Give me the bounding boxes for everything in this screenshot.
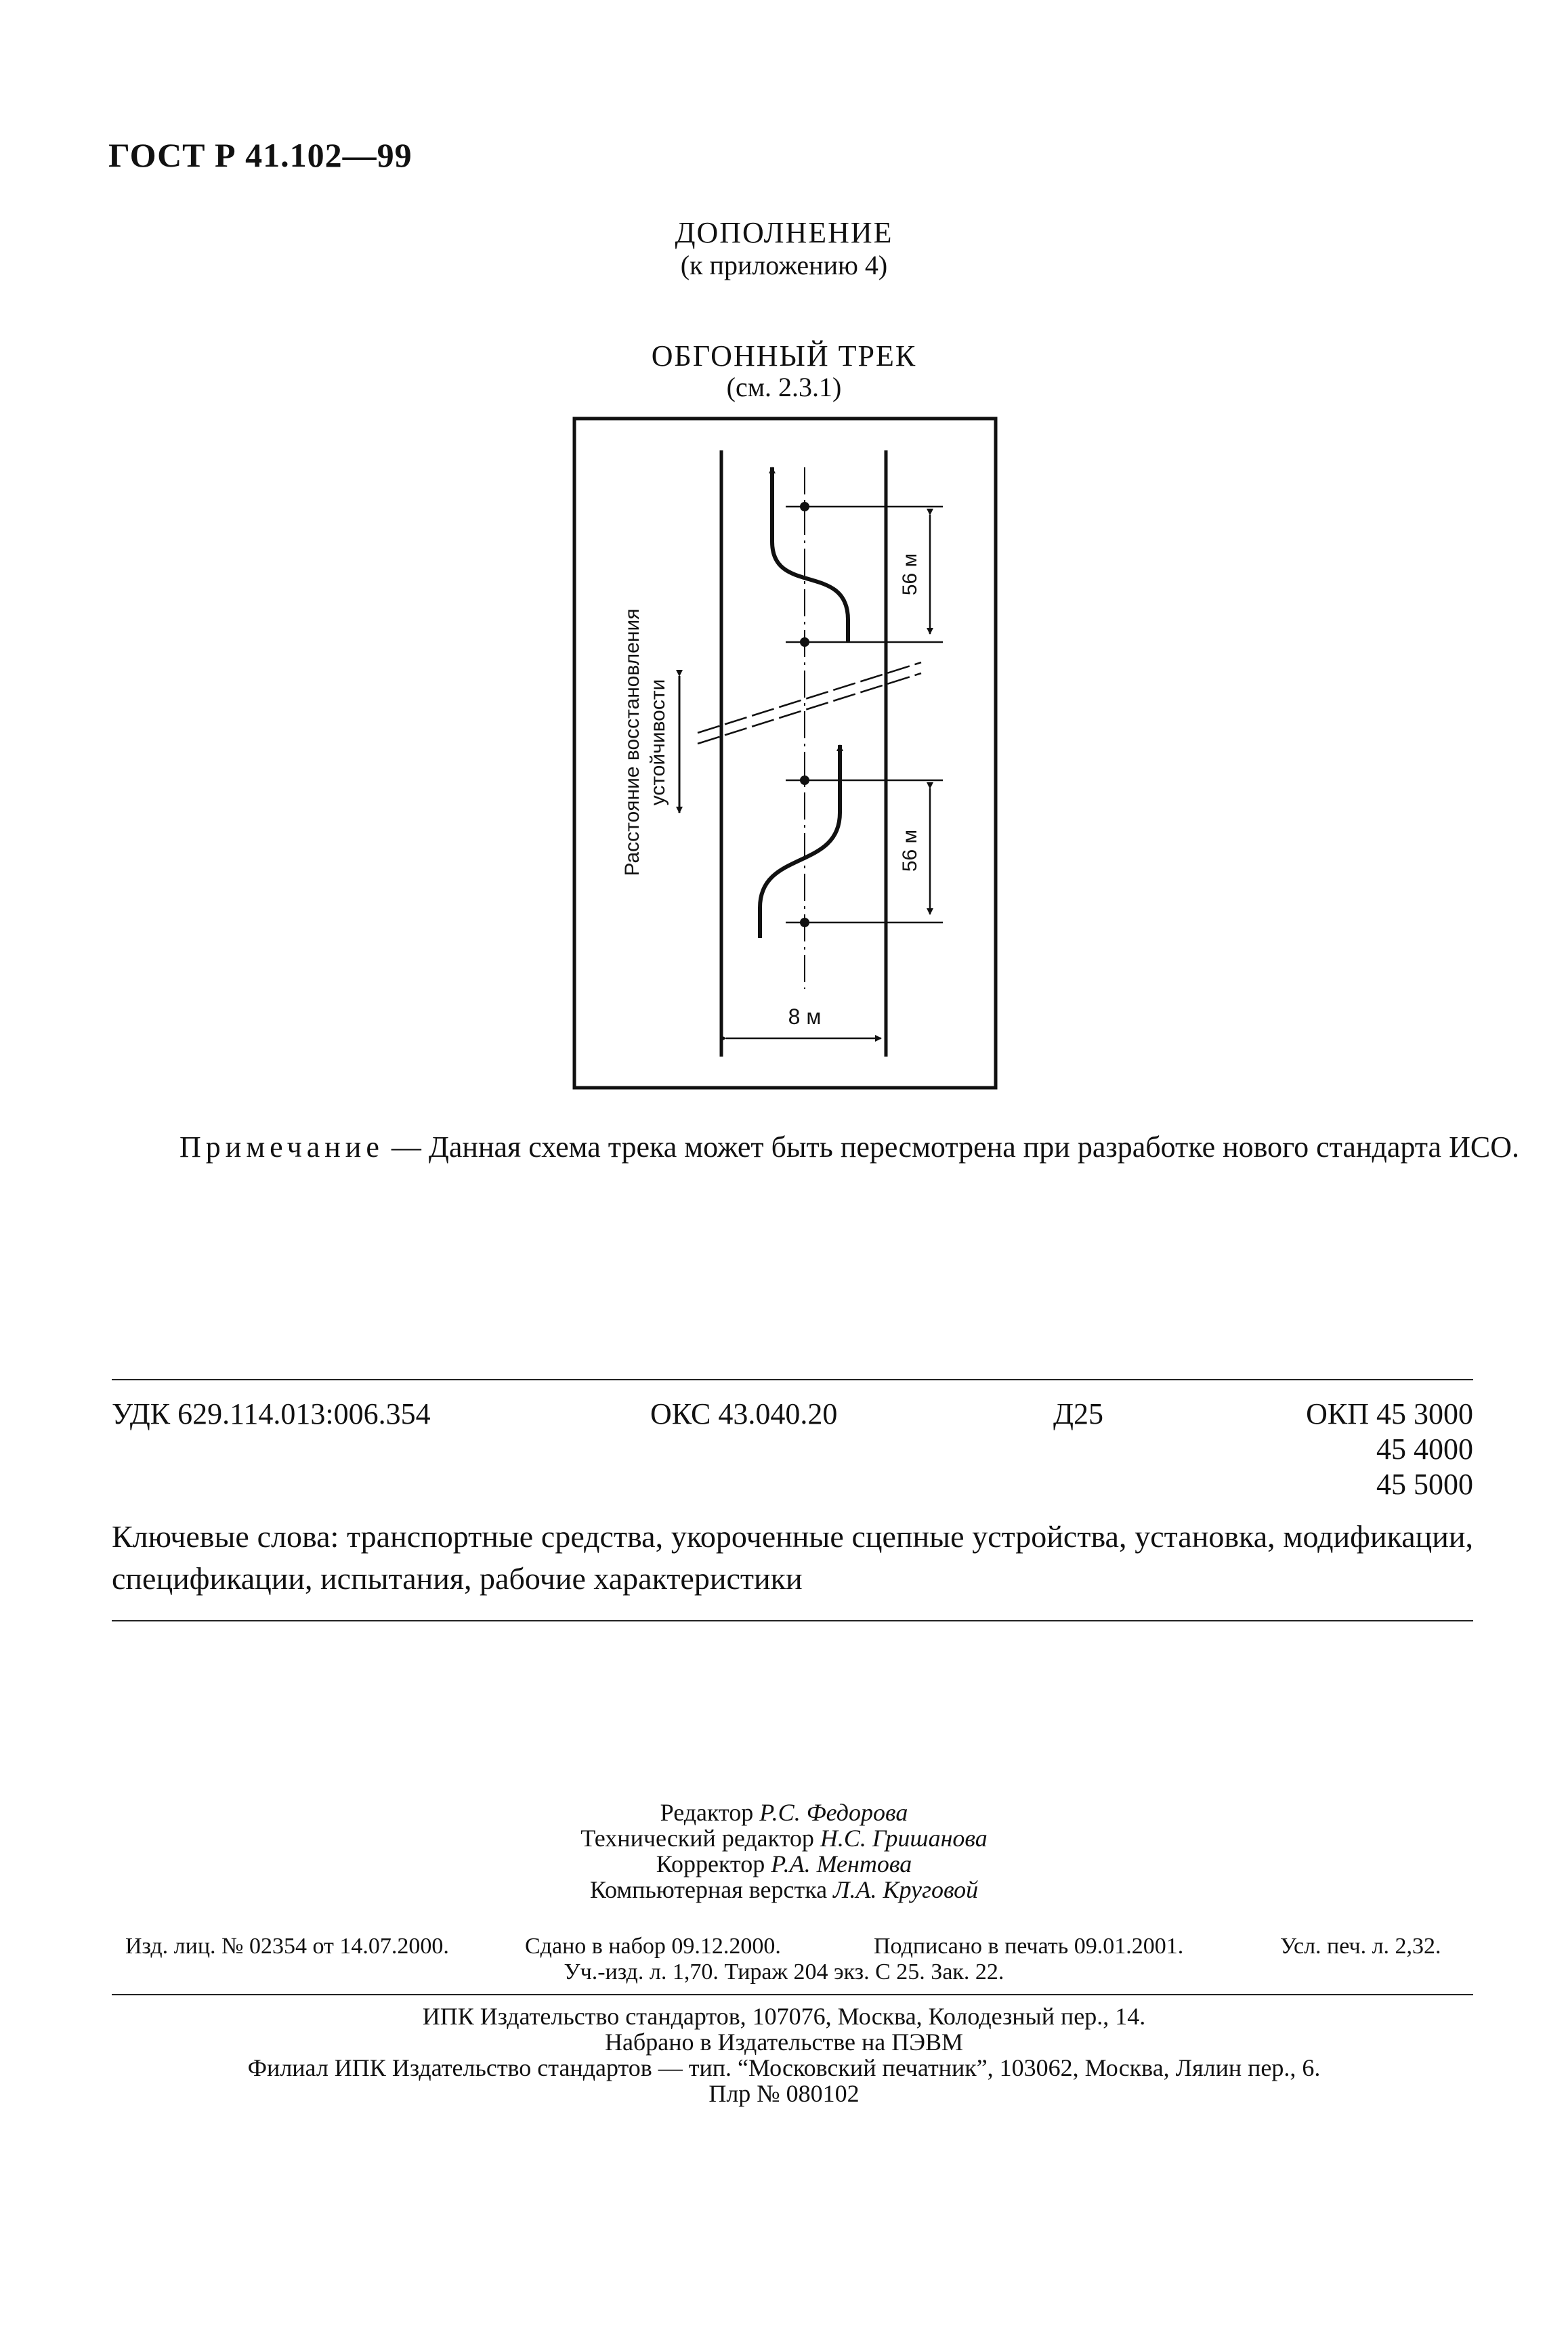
udk-code: УДК 629.114.013:006.354 [112, 1397, 431, 1430]
recovery-label-line1: Расстояние восстановления [621, 608, 643, 876]
corrector-line [0, 1850, 1568, 1878]
layout-line [0, 1875, 1568, 1904]
note-prefix: Примечание [179, 1130, 384, 1164]
figure-title: ОБГОННЫЙ ТРЕК [651, 339, 917, 373]
signed-info: Подписано в печать 09.01.2001. [874, 1934, 1184, 1959]
okp-code-2: 45 4000 [1376, 1432, 1473, 1466]
tech-editor-role: Технический редактор [580, 1825, 820, 1852]
overtaking-track-diagram [569, 415, 1002, 1092]
okp-code-1: ОКП 45 3000 [1306, 1397, 1473, 1430]
marker-dot [800, 776, 809, 785]
editor-name: Р.С. Федорова [759, 1799, 908, 1826]
editor-line [0, 1798, 1568, 1827]
note [179, 1130, 1519, 1164]
bottom-distance-label: 56 м [899, 829, 921, 872]
supplement-subtitle: (к приложению 4) [680, 250, 888, 280]
editor-role: Редактор [660, 1799, 760, 1826]
divider [112, 1379, 1473, 1380]
d-code: Д25 [1053, 1397, 1104, 1430]
tech-editor-name: Н.С. Гришанова [820, 1825, 988, 1852]
top-manoeuvre-path [772, 467, 848, 642]
supplement-title: ДОПОЛНЕНИЕ [675, 216, 893, 249]
note-text: — Данная схема трека может быть пересмотрена при разработке нового стандарта ИСО. [383, 1130, 1519, 1164]
tech-editor-line [0, 1824, 1568, 1852]
print-sheets-info: Усл. печ. л. 2,32. [1280, 1934, 1441, 1959]
license-info: Изд. лиц. № 02354 от 14.07.2000. [125, 1934, 449, 1959]
corrector-role: Корректор [656, 1850, 771, 1877]
document-code: ГОСТ Р 41.102—99 [108, 136, 412, 174]
recovery-label-line2: устойчивости [647, 679, 669, 806]
bottom-manoeuvre-path [760, 745, 840, 938]
typeset-info: Сдано в набор 09.12.2000. [525, 1934, 781, 1959]
edition-info: Уч.-изд. л. 1,70. Тираж 204 экз. С 25. Зак. 22. [564, 1959, 1004, 1984]
publisher-line-4: Плр № 080102 [708, 2080, 860, 2107]
publisher-line-2: Набрано в Издательстве на ПЭВМ [604, 2029, 964, 2056]
divider [112, 1620, 1473, 1621]
divider [112, 1994, 1473, 1995]
marker-dot [800, 637, 809, 647]
marker-dot [800, 502, 809, 511]
layout-name: Л.А. Круговой [833, 1876, 979, 1903]
corrector-name: Р.А. Ментова [771, 1850, 912, 1877]
okp-codes [1219, 1397, 1473, 1502]
layout-role: Компьютерная верстка [589, 1876, 834, 1903]
figure-reference: (см. 2.3.1) [726, 372, 842, 402]
top-distance-label: 56 м [899, 553, 921, 596]
publisher-line-1: ИПК Издательство стандартов, 107076, Москва, Колодезный пер., 14. [422, 2003, 1146, 2030]
keywords: Ключевые слова: транспортные средства, укороченные сцепные устройства, установка, модификации, спецификации, испытания, рабочие характеристики [112, 1519, 1473, 1596]
okp-code-3: 45 5000 [1376, 1468, 1473, 1501]
publisher-line-3: Филиал ИПК Издательство стандартов — тип. “Московский печатник”, 103062, Москва, Лялин пер., 6. [247, 2054, 1321, 2081]
width-label: 8 м [788, 1004, 822, 1029]
marker-dot [800, 918, 809, 927]
oks-code: ОКС 43.040.20 [650, 1397, 838, 1430]
